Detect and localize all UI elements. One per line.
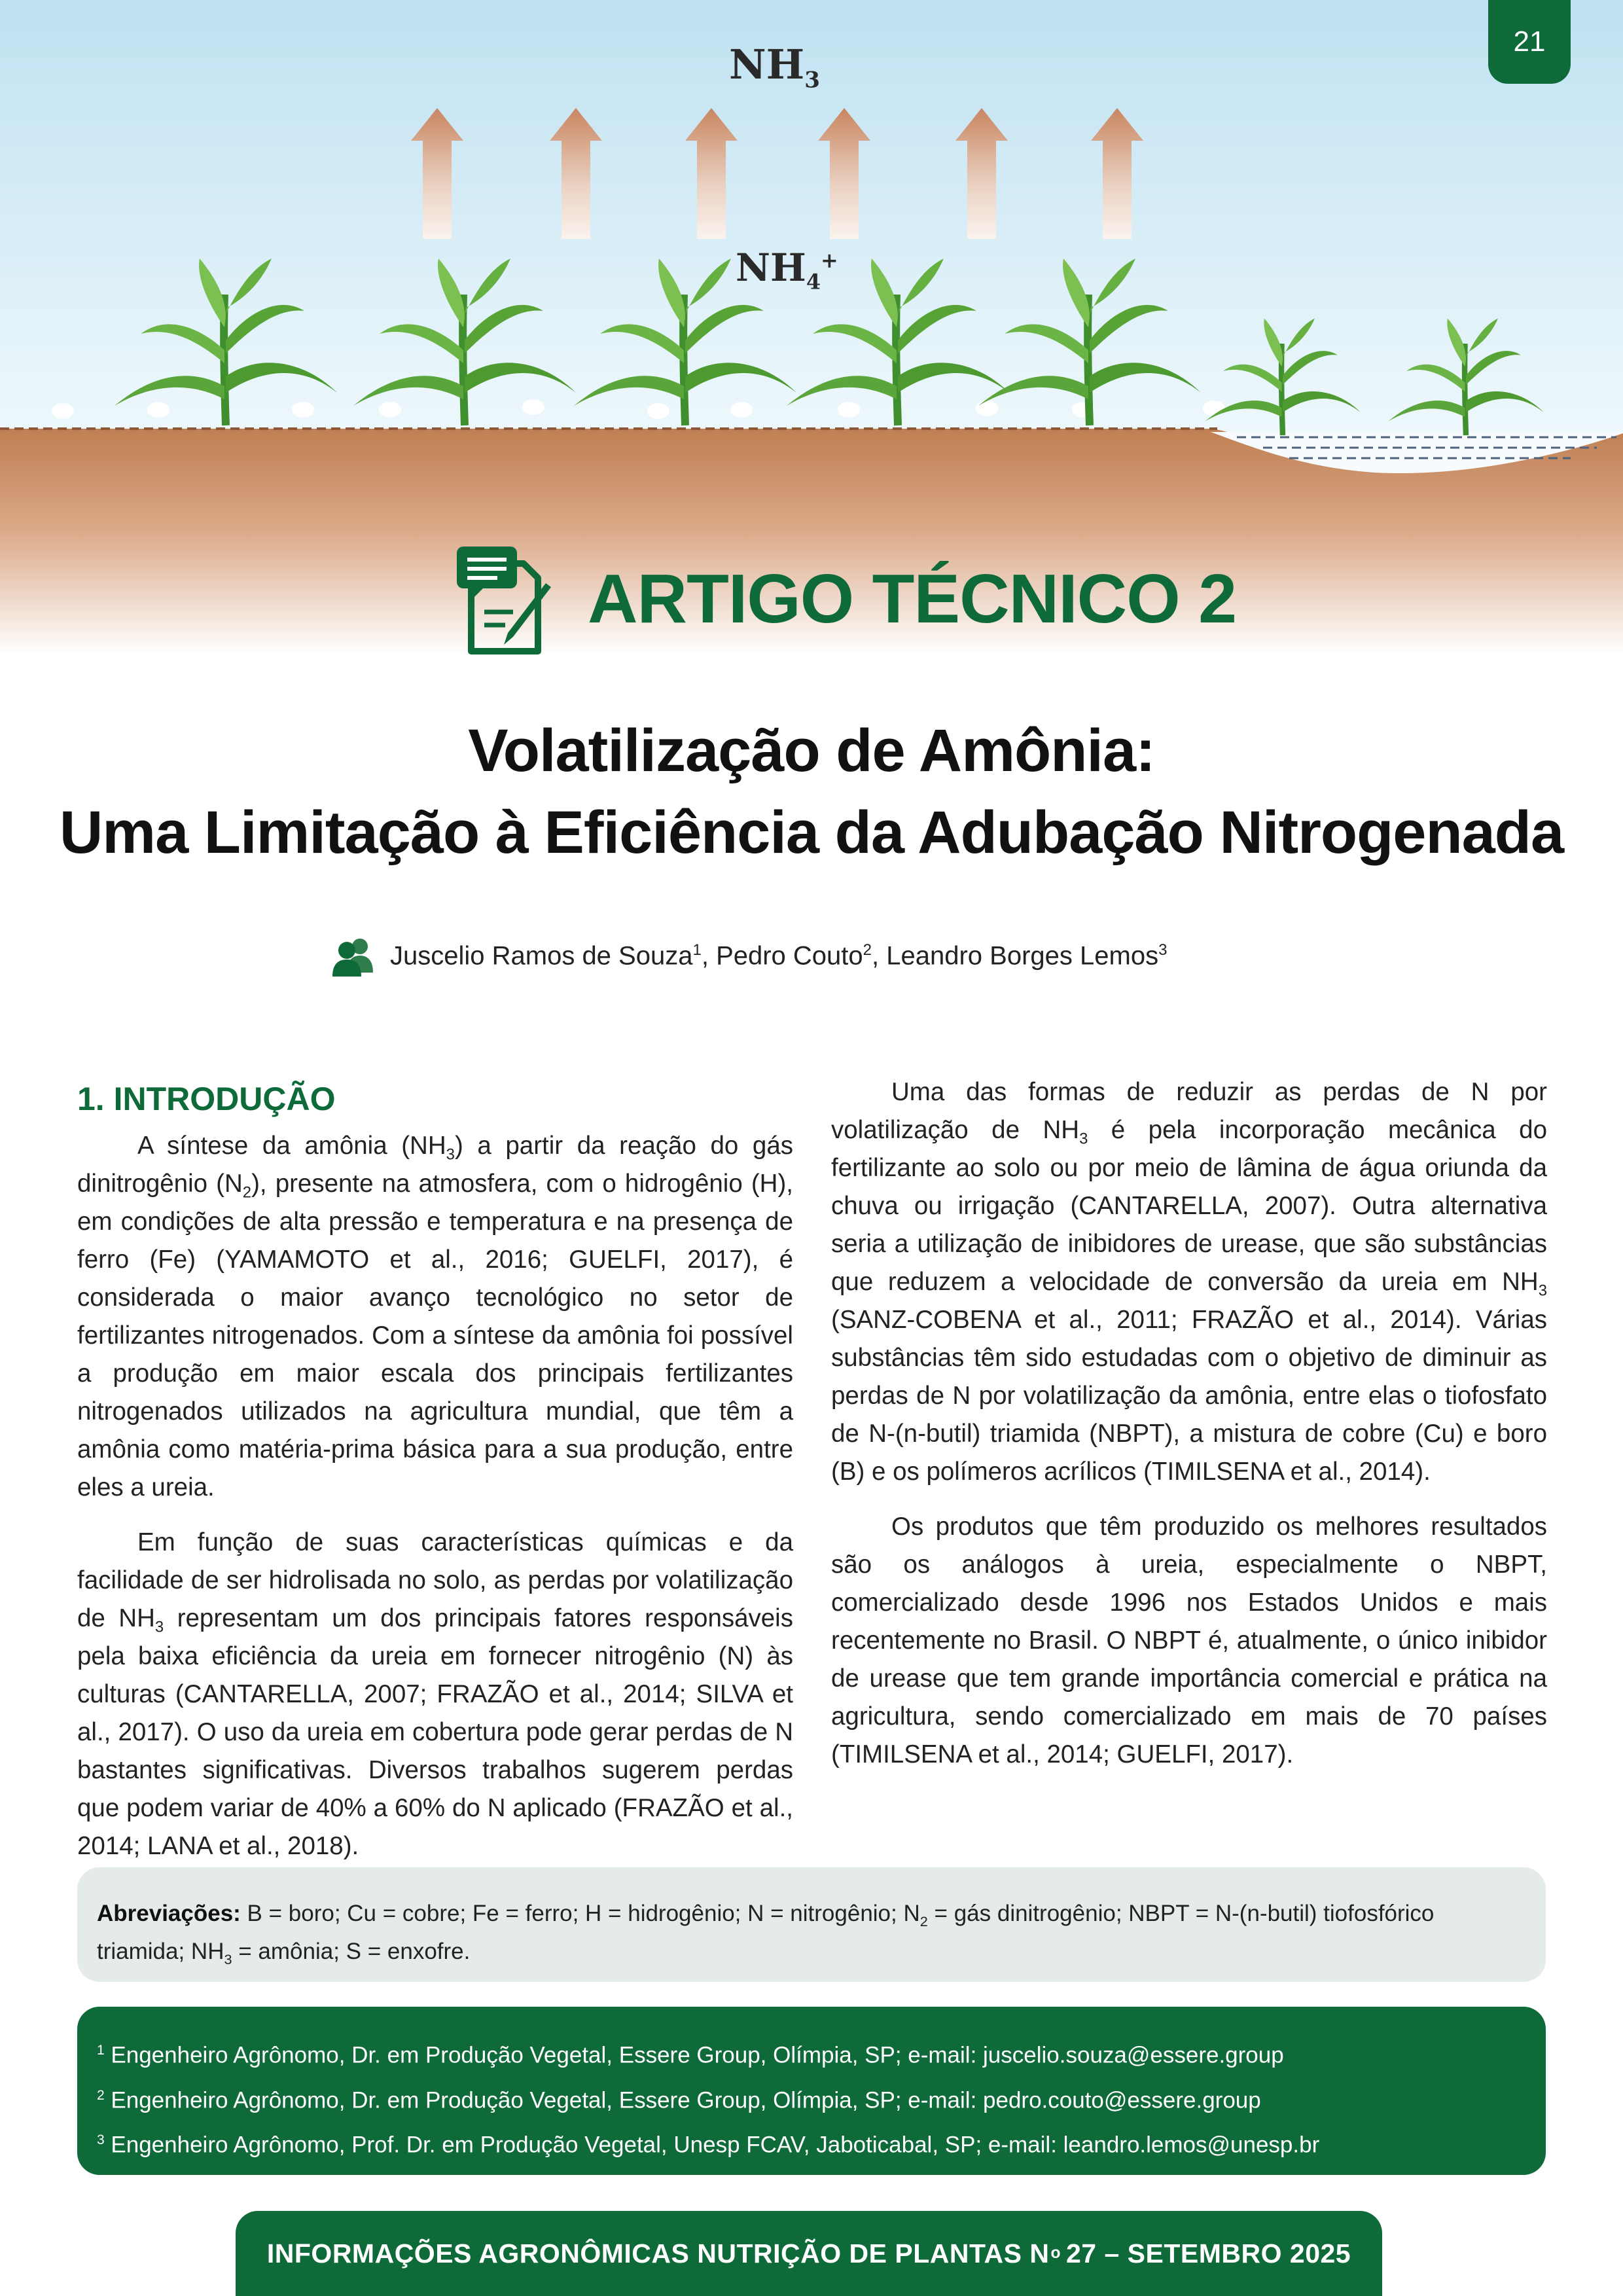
nh4-label: $NH_4^+$ <box>736 245 838 295</box>
page-number: 21 <box>1488 0 1571 84</box>
abbreviations-box: Abreviações: B = boro; Cu = cobre; Fe = ferro; H = hidrogênio; N = nitrogênio; $N_2$ = gás dinitrogênio; NBPT = N-(n-butil) tiofosfórico triamida; $NH_3$ = amônia; S = enxofre. <box>77 1867 1546 1982</box>
journal-footer: INFORMAÇÕES AGRONÔMICAS NUTRIÇÃO DE PLANTAS N o 27 – SETEMBRO 2025 <box>236 2211 1382 2296</box>
nh3-label: $NH_3$ <box>729 41 820 94</box>
article-title-line2: Uma Limitação à Eficiência da Adubação Nitrogenada <box>59 799 1564 866</box>
body-column-left <box>77 1073 793 1882</box>
author-name: Leandro Borges Lemos <box>886 941 1159 971</box>
affiliations-box <box>77 2007 1546 2175</box>
body-paragraph: A síntese da amônia $(NH_3)$ a partir da reação do gás dinitrogênio $(N_2)$, presente na atmosfera, com o hidrogênio (H), em condições de alta pressão e temperatura e na presença de ferro (Fe) (YAMAMOTO et al., 2016; GUELFI, 2017), é considerada o maior avanço tecnológico no setor de fertilizantes nitrogenados. Com a síntese da amônia foi possível a produção em maior escala dos principais fertilizantes nitrogenados utilizados na agricultura mundial, que têm a amônia como matéria-prima básica para a sua produção, entre eles a ureia. <box>77 1132 793 1501</box>
body-column-right <box>831 1073 1547 1791</box>
author-name: Juscelio Ramos de Souza <box>390 941 693 971</box>
body-paragraph: Uma das formas de reduzir as perdas de N por volatilização de $NH_3$ é pela incorporação mecânica do fertilizante ao solo ou por meio de lâmina de água oriunda da chuva ou irrigação (CANTARELLA, 2007). Outra alternativa seria a utilização de inibidores de urease, que são substâncias que reduzem a velocidade de conversão da ureia em $NH_3$ (SANZ-COBENA et al., 2011; FRAZÃO et al., 2014). Várias substâncias têm sido estudadas com o objetivo de diminuir as perdas de N por volatilização da amônia, entre elas o tiofosfato de N-(n-butil) triamida (NBPT), a mistura de cobre (Cu) e boro (B) e os polímeros acrílicos (TIMILSENA et al., 2014). <box>831 1078 1547 1486</box>
affiliation-item: $^2$ Engenheiro Agrônomo, Dr. em Produção Vegetal, Essere Group, Olímpia, SP; e-mail: pedro.couto@essere.group <box>97 2087 1261 2113</box>
section-label: ARTIGO TÉCNICO 2 <box>588 560 1237 637</box>
author-name: Pedro Couto <box>716 941 863 971</box>
affiliation-item: $^1$ Engenheiro Agrônomo, Dr. em Produção Vegetal, Essere Group, Olímpia, SP; e-mail: juscelio.souza@essere.group <box>97 2042 1284 2068</box>
section-header <box>453 540 1236 658</box>
section-heading: 1. INTRODUÇÃO <box>77 1081 336 1117</box>
author-list: Juscelio Ramos de Souza$^1$, Pedro Couto$^2$, Leandro Borges Lemos$^3$ <box>332 936 1167 977</box>
body-paragraph: Em função de suas características químicas e da facilidade de ser hidrolisada no solo, as perdas por volatilização de $NH_3$ representam um dos principais fatores responsáveis pela baixa eficiência da ureia em fornecer nitrogênio (N) às culturas (CANTARELLA, 2007; FRAZÃO et al., 2014; SILVA et al., 2017). O uso da ureia em cobertura pode gerar perdas de N bastantes significativas. Diversos trabalhos sugerem perdas que podem variar de 40% a 60% do N aplicado (FRAZÃO et al., 2014; LANA et al., 2018). <box>77 1528 793 1860</box>
abbreviations-label: Abreviações: <box>97 1901 241 1926</box>
article-document-icon <box>453 540 555 658</box>
authors-icon <box>332 936 374 977</box>
article-title-line1: Volatilização de Amônia: <box>468 717 1155 784</box>
body-paragraph: Os produtos que têm produzido os melhores resultados são os análogos à ureia, especialmente o NBPT, comercializado desde 1996 nos Estados Unidos e mais recentemente no Brasil. O NBPT é, atualmente, o único inibidor de urease que tem grande importância comercial e prática na agricultura, sendo comercializado em mais de 70 países (TIMILSENA et al., 2014; GUELFI, 2017). <box>831 1513 1547 1768</box>
affiliation-item: $^3$ Engenheiro Agrônomo, Prof. Dr. em Produção Vegetal, Unesp FCAV, Jaboticabal, SP; e-mail: leandro.lemos@unesp.br <box>97 2132 1320 2158</box>
